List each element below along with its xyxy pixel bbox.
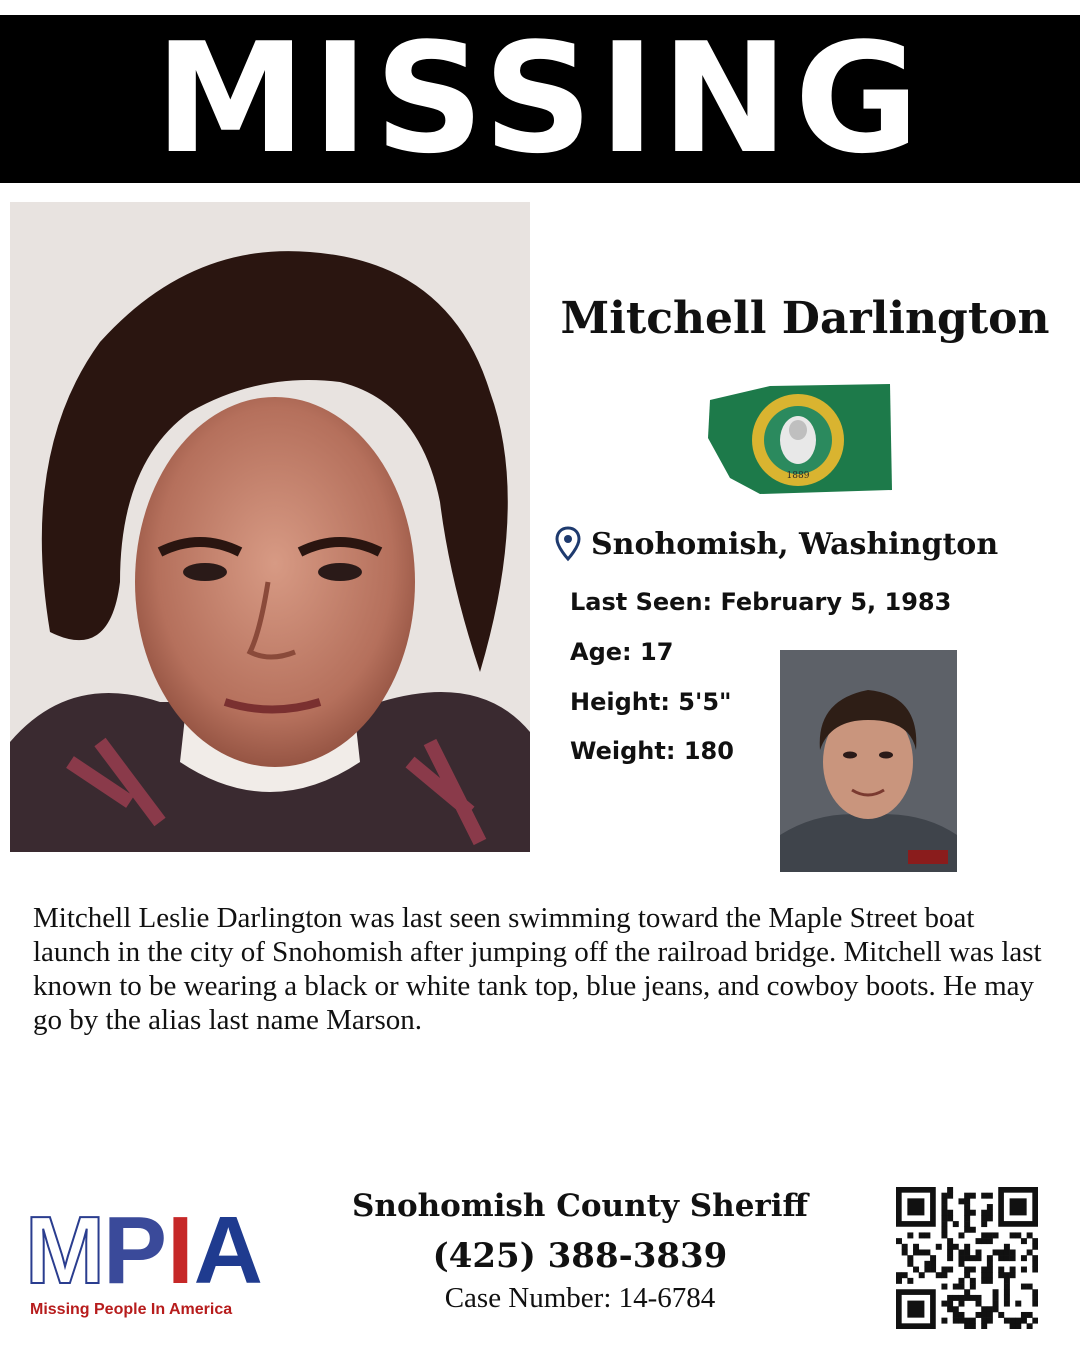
- location: [555, 526, 998, 562]
- missing-banner: [0, 10, 1080, 187]
- person-name: Mitchell Darlington: [560, 293, 1050, 344]
- location-text: Snohomish, Washington: [591, 526, 999, 562]
- age-progressed-photo: [780, 650, 957, 872]
- description: Mitchell Leslie Darlington was last seen swimming toward the Maple Street boat launch in the city of Snohomish after jumping off the railroad bridge. Mitchell was last known to be wearing a black or white tank top, blue jeans, and cowboy boots. He may go by the alias last name Marson.: [33, 902, 1042, 1036]
- washington-state-flag: [700, 378, 900, 503]
- weight: Weight: 180: [570, 737, 734, 765]
- case-number: Case Number: 14-6784: [444, 1282, 716, 1314]
- qr-code[interactable]: [896, 1187, 1038, 1329]
- agency-name: Snohomish County Sheriff: [352, 1188, 808, 1224]
- logo-letters: M P I A: [25, 1197, 263, 1304]
- mpia-logo: [25, 1197, 280, 1330]
- banner-title: MISSING: [154, 10, 926, 187]
- height: Height: 5'5": [570, 688, 732, 716]
- last-seen: Last Seen: February 5, 1983: [570, 588, 952, 616]
- agency-phone[interactable]: (425) 388-3839: [432, 1236, 728, 1276]
- seal-year: 1889: [786, 471, 810, 481]
- missing-person-photo: [10, 202, 530, 852]
- map-pin-icon: [555, 526, 581, 562]
- logo-tagline: Missing People In America: [30, 1301, 233, 1318]
- age: Age: 17: [570, 638, 674, 666]
